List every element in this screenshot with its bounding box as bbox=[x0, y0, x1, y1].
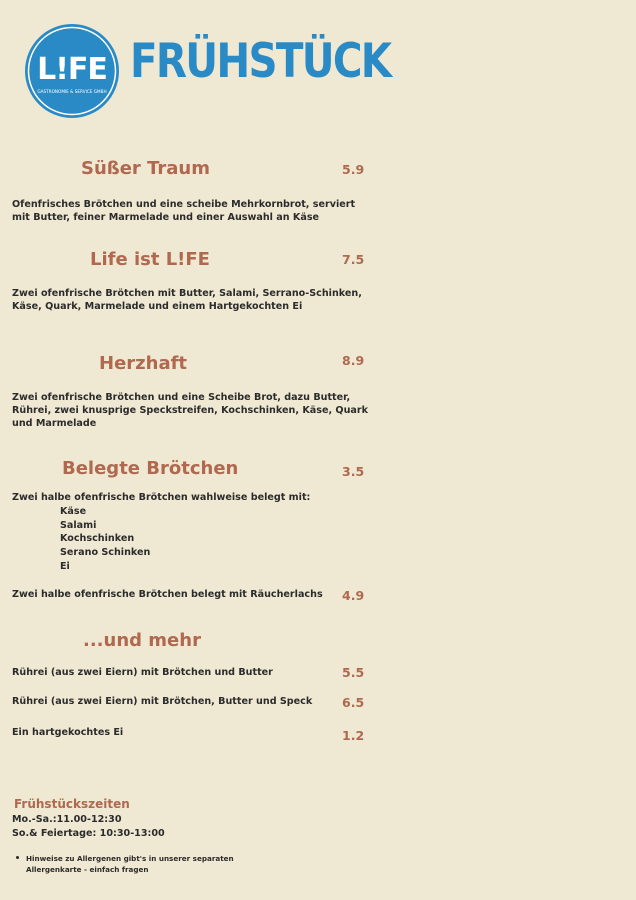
section-heading: Life ist L!FE bbox=[90, 249, 210, 270]
section-heading: Süßer Traum bbox=[81, 158, 210, 179]
section-heading: Herzhaft bbox=[99, 353, 188, 374]
life-logo bbox=[24, 23, 120, 119]
section-description: Zwei ofenfrische Brötchen mit Butter, Salami, Serrano-Schinken, Käse, Quark, Marmelade und einem Hartgekochten Ei bbox=[12, 288, 362, 313]
price: 5.5 bbox=[342, 665, 365, 680]
section-intro: Zwei halbe ofenfrische Brötchen wahlweise belegt mit: bbox=[12, 492, 311, 503]
logo-text: L!FE bbox=[37, 52, 107, 87]
list-item: Serano Schinken bbox=[60, 547, 151, 559]
list-item: Kochschinken bbox=[60, 533, 135, 545]
section-heading: ...und mehr bbox=[83, 630, 201, 651]
price: 7.5 bbox=[342, 252, 365, 267]
price: 4.9 bbox=[342, 588, 365, 603]
bullet-icon bbox=[16, 856, 19, 859]
section-description: Ofenfrisches Brötchen und eine scheibe Mehrkornbrot, serviert mit Butter, feiner Marmelade und einer Auswahl an Käse bbox=[12, 199, 356, 224]
menu-item: Rührei (aus zwei Eiern) mit Brötchen, Butter und Speck bbox=[12, 696, 313, 707]
allergen-note: Hinweise zu Allergenen gibt's in unserer separaten Allergenkarte - einfach fragen bbox=[26, 854, 234, 874]
price: 8.9 bbox=[342, 353, 365, 368]
hours-title: Frühstückszeiten bbox=[14, 797, 130, 811]
logo-subtitle: GASTRONOMIE & SERVICE GMBH bbox=[37, 89, 107, 94]
price: 6.5 bbox=[342, 695, 365, 710]
section-heading: Belegte Brötchen bbox=[62, 458, 239, 479]
price: 5.9 bbox=[342, 162, 365, 177]
menu-item: Ein hartgekochtes Ei bbox=[12, 727, 124, 738]
hours-weekday: Mo.-Sa.:11.00-12:30 bbox=[12, 814, 122, 825]
section-description: Zwei ofenfrische Brötchen und eine Scheibe Brot, dazu Butter, Rührei, zwei knusprige Speckstreifen, Kochschinken, Käse, Quark und Marmelade bbox=[12, 392, 369, 430]
price: 3.5 bbox=[342, 464, 365, 479]
list-item: Ei bbox=[60, 560, 70, 572]
price: 1.2 bbox=[342, 728, 365, 743]
menu-item: Zwei halbe ofenfrische Brötchen belegt mit Räucherlachs bbox=[12, 589, 323, 600]
page-title: FRÜHSTÜCK bbox=[130, 34, 391, 89]
menu-item: Rührei (aus zwei Eiern) mit Brötchen und Butter bbox=[12, 667, 273, 678]
list-item: Käse bbox=[60, 506, 87, 517]
list-item: Salami bbox=[60, 519, 97, 531]
option-list bbox=[60, 505, 150, 574]
hours-weekend: So.& Feiertage: 10:30-13:00 bbox=[12, 828, 165, 839]
